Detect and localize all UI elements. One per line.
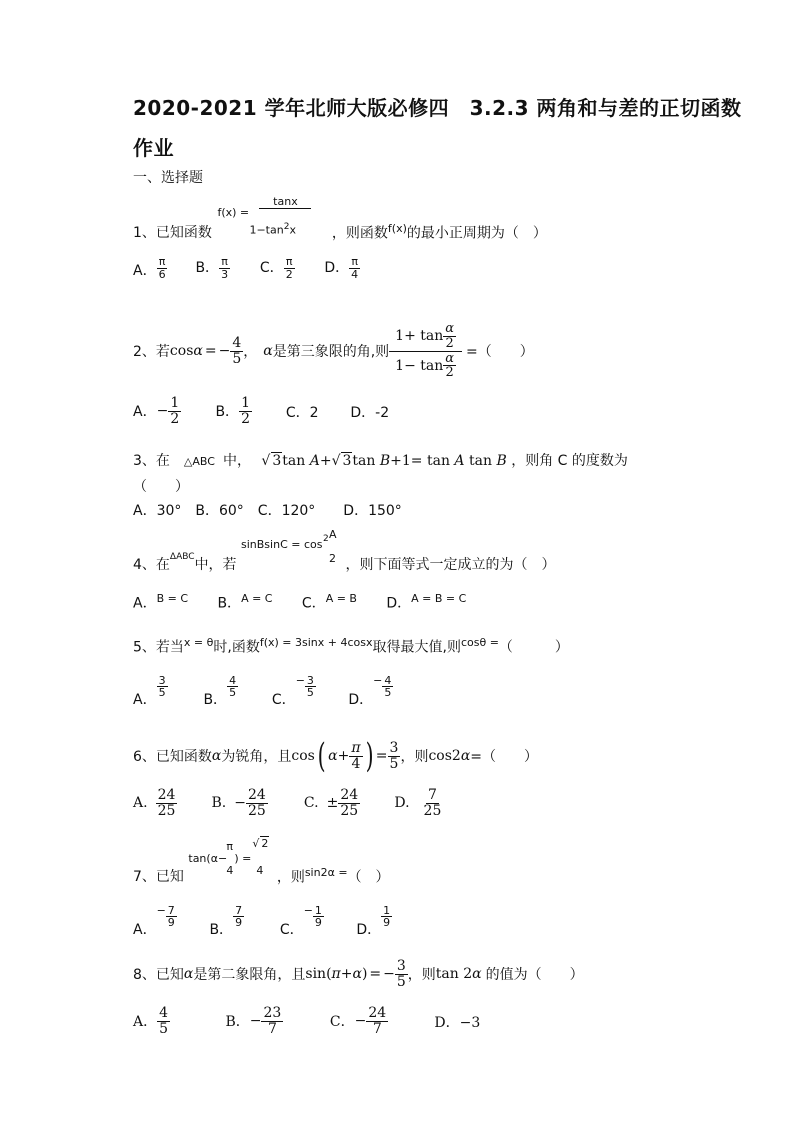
- doc-title-line2: 作业: [133, 136, 174, 160]
- q2-options: [133, 396, 389, 426]
- q7-option-c[interactable]: C． − $\frac{1}{9}$: [279, 903, 322, 938]
- q1-options: [133, 256, 360, 280]
- q6-option-b[interactable]: B. − $\frac{24}{25}$: [211, 787, 266, 819]
- question-3: 3、在 △ABC 中， √ 3tan A+√ 3tan B+1= tan A tan B ，则角 C 的度数为: [133, 453, 628, 469]
- q8-option-c[interactable]: C． − $\frac{24}{7}$: [329, 1005, 387, 1037]
- q2-main-fraction: 1+ tan $\frac{\alpha}{2}$ 1− tan $\frac{\alpha}{2}$: [389, 322, 462, 380]
- q6-option-d[interactable]: D. $\frac{7}{25}$: [394, 787, 442, 819]
- q7-option-a[interactable]: A． − $\frac{7}{9}$: [133, 903, 175, 938]
- q4-option-a[interactable]: A．$^{B = C}$: [133, 592, 189, 612]
- q1-option-d[interactable]: D． $\frac{\pi}{4}$: [324, 255, 359, 281]
- q8-option-a[interactable]: A． $\frac{4}{5}$: [133, 1005, 169, 1037]
- q7-option-d[interactable]: D． $\frac{1}{9}$: [356, 903, 391, 938]
- question-4: 4、在$^{\Delta ABC}$中，若 sinBsinC = cos 2 A 2 ，则下面等式一定成立的为（ ）: [133, 528, 556, 573]
- q1-option-c[interactable]: C． $\frac{\pi}{2}$: [259, 255, 293, 281]
- question-6: 6、已知函数 α 为锐角，且 cos ( α + $\frac{\pi}{4}$ ) = $\frac{3}{5}$ ，则 cos2 α =（ ）: [133, 736, 539, 776]
- q3-equation: √ 3tan A+√ 3tan B+1= tan A tan B: [261, 453, 507, 469]
- q8-option-b[interactable]: B． − $\frac{23}{7}$: [225, 1005, 282, 1037]
- q4-options: [133, 592, 466, 613]
- q7-formula: tan(α− π 4 ) = √ 2 4: [188, 837, 269, 877]
- q4-option-c[interactable]: C．$^{A = B}$: [301, 592, 357, 612]
- q8-options: [133, 1006, 480, 1036]
- q7-options: [133, 904, 392, 939]
- question-1: 1、已知函数 f(x) = tanx $1-\tan^2x$ ，则函数$^{f(x)}$的最小正周期为（ ）: [133, 195, 547, 242]
- q4-formula: sinBsinC = cos 2 A 2: [241, 528, 337, 565]
- q2-option-b[interactable]: B． $\frac{1}{2}$: [215, 395, 250, 427]
- q2-option-a[interactable]: A． − $\frac{1}{2}$: [133, 395, 180, 427]
- q1-option-a[interactable]: A． $\frac{\pi}{6}$: [133, 255, 166, 281]
- question-5: 5、若当$^{x = \theta}$时,函数$^{f(x) = 3sinx + 4cosx}$取得最大值,则$^{cos\theta =}$（ ）: [133, 636, 569, 656]
- q1-option-b[interactable]: B． $\frac{\pi}{3}$: [195, 255, 229, 281]
- q5-option-a[interactable]: A． $\frac{3}{5}$: [133, 673, 166, 708]
- q7-option-b[interactable]: B． $\frac{7}{9}$: [209, 903, 243, 938]
- q5-option-c[interactable]: C． − $\frac{3}{5}$: [271, 673, 314, 708]
- q3-options[interactable]: A．30° B．60° C．120° D．150°: [133, 503, 402, 519]
- q6-option-c[interactable]: C. ± $\frac{24}{25}$: [303, 787, 359, 819]
- q1-prefix: 1、已知函数: [133, 225, 212, 241]
- q8-option-d[interactable]: D．−3: [434, 1015, 481, 1032]
- q4-option-b[interactable]: B．$^{A = C}$: [217, 592, 273, 612]
- q2-option-c[interactable]: C．2: [285, 405, 319, 422]
- question-2: 2、若 cos α = − $\frac{4}{5}$ ， α 是第三象限的角,则 1+ tan $\frac{\alpha}{2}$ 1− tan $\frac{\alpha}{2}$ =（ ）: [133, 321, 534, 381]
- q5-option-d[interactable]: D． − $\frac{4}{5}$: [348, 673, 392, 708]
- question-7: 7、已知 tan(α− π 4 ) = √ 2 4 ，则$^{sin2\alpha =}$（ ）: [133, 837, 390, 886]
- q4-option-d[interactable]: D．$^{A = B = C}$: [386, 592, 467, 612]
- doc-title-line1: 2020-2021 学年北师大版必修四 3.2.3 两角和与差的正切函数: [133, 96, 742, 120]
- q6-option-a[interactable]: A. $\frac{24}{25}$: [133, 787, 176, 819]
- q2-option-d[interactable]: D．-2: [350, 405, 390, 422]
- q1-formula: f(x) = tanx $1-\tan^2x$: [217, 194, 327, 238]
- section-heading: 一、选择题: [133, 170, 203, 186]
- question-8: 8、已知 α 是第二象限角，且 sin( π + α ) = − $\frac{3}{5}$ ，则 tan 2 α 的值为（ ）: [133, 957, 584, 990]
- q3-paren: （ ）: [133, 479, 189, 495]
- q6-options: [133, 788, 443, 818]
- q5-option-b[interactable]: B． $\frac{4}{5}$: [203, 673, 237, 708]
- q5-options: [133, 674, 393, 709]
